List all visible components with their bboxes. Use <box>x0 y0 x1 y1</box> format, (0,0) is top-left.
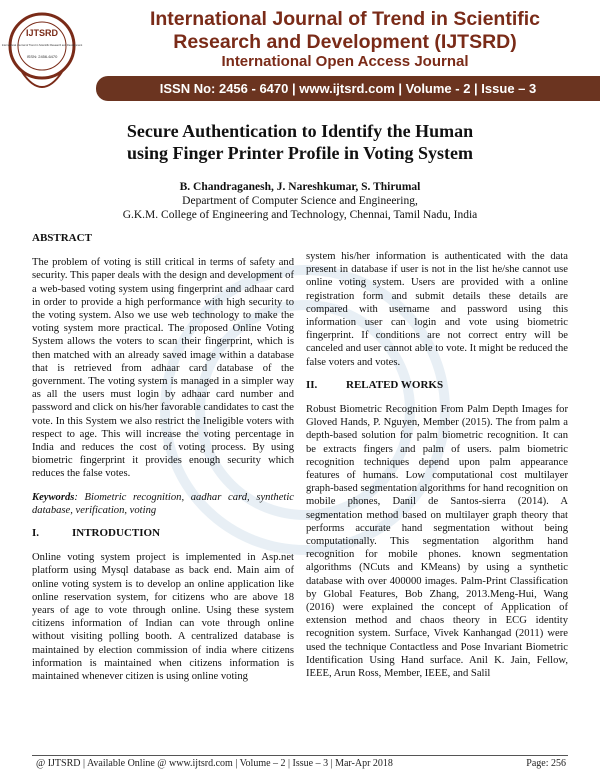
abstract-heading: ABSTRACT <box>32 232 92 244</box>
keywords <box>32 491 294 517</box>
keywords-text: : Biometric recognition, aadhar card, synthetic database, verification, voting <box>32 491 294 516</box>
logo-caption-text: International Journal of Trend in Scientific Research and Development <box>1 44 83 47</box>
related-works-text: Robust Biometric Recognition From Palm Depth Images for Gloved Hands, P. Nguyen, Member (2015). The from palm a depth-based solution for palm biometric recognition. It can be extracts fingers and palm of users. palm biometric recognition techniques depend upon palm appearance features of humans. Low computational cost multilayer graph-based segmentation algorithms for hand recognition on mobile phones, Danil de Santos-sierra (2014). A segmentation method based on multilayer graph theory that performs accurate hand segmentation without being computationally. This segmentation algorithm hand recognition for mobile phones. known segmentation algorithms (NCuts and KMeans) by using a synthetic database with over 400000 images. Palm-Print Classification by Global Features, Bob Zhang, 2013.Meng-Hui, Wang (2016) were explained the concept of Application of extension method and chaos theory in ECG identity recognition system. Surface, Vivek Kanhangad (2011) were used the technique Contactless and Pose Invariant Biometric Identification Using Hand surface. Anil K. Jain, Fellow, IEEE, Arun Ross, Member, IEEE, and Salil <box>306 404 568 680</box>
related-works-heading <box>306 379 568 392</box>
author-names: B. Chandraganesh, J. Nareshkumar, S. Thirumal <box>179 181 421 193</box>
introduction-heading <box>32 527 294 540</box>
introduction-continued-text: system his/her information is authenticated with the data present in database if user is not in the list he/she cannot use online voting system. Users are provided with a online registration form and submit details these details are compared with username and password using this information user can login and vote using biometric fingerprint. If conditions are not correct entry will be canceled and user cannot able to vote. It might be reduced the false voters and votes. <box>306 251 568 368</box>
introduction-text: Online voting system project is implemented in Asp.net platform using Mysql database as back end. Main aim of online voting system is to develop an online application like online reservation system, for citizens who are above 18 years of age to vote through online. Using these system citizens information of Indian can vote through online without visiting polling booth. A centralized database is maintained by election commission of india where citizens information is maintained when citizens information is maintained whenever citizen is using online voting <box>32 552 294 683</box>
paper-title-line2: using Finger Printer Profile in Voting System <box>126 143 473 163</box>
right-column <box>306 250 568 690</box>
author-college: G.K.M. College of Engineering and Technology, Chennai, Tamil Nadu, India <box>122 209 478 221</box>
related-works-title: RELATED WORKS <box>346 378 444 391</box>
author-department: Department of Computer Science and Engineering, <box>182 195 418 207</box>
journal-title-line1: International Journal of Trend in Scientific <box>149 8 541 30</box>
abstract-text: The problem of voting is still critical in terms of safety and security. This paper deals with the design and development of a web-based voting system using fingerprint and adhaar card in order to provide a high performance with high security to the voting system. Also we use web technology to make the voting system more practical. The proposed Online Voting System allows the voters to scan their fingerprint, which is then matched with an already saved image within a database that is retrieved from adhaar card database of the government. The voting system is managed in a simpler way as all the users must login by adhaar card number and password and click on his/her favorable candidates to cast the vote. In this System we also restrict the Ineligible voters with respect to age. This will increase the voting percentage in India and reduces the cost of voting process. By using biometric fingerprint it provides enough security which reduces the false votes. <box>32 257 294 480</box>
footer-divider <box>32 755 568 756</box>
introduction-title: INTRODUCTION <box>72 527 161 540</box>
footer-citation: @ IJTSRD | Available Online @ www.ijtsrd.com | Volume – 2 | Issue – 3 | Mar-Apr 2018 <box>36 758 393 769</box>
page-footer <box>36 758 566 769</box>
author-block <box>40 180 560 222</box>
paper-title-line1: Secure Authentication to Identify the Human <box>126 121 474 141</box>
issn-bar: ISSN No: 2456 - 6470 | www.ijtsrd.com | Volume - 2 | Issue – 3 <box>96 76 600 101</box>
paper-title <box>40 120 560 164</box>
keywords-label: Keywords <box>32 491 75 503</box>
journal-subtitle: International Open Access Journal <box>221 53 469 70</box>
journal-title <box>105 8 585 54</box>
introduction-number: I. <box>32 527 40 540</box>
related-works-number: II. <box>306 378 318 391</box>
logo-issn-text: ISSN: 2456-6470 <box>26 54 58 59</box>
journal-logo-icon <box>1 6 83 102</box>
journal-header <box>0 0 600 108</box>
journal-title-line2: Research and Development (IJTSRD) <box>173 31 517 53</box>
left-column <box>32 232 294 693</box>
logo-name-text: IJTSRD <box>25 28 59 38</box>
footer-page-number: Page: 256 <box>526 758 566 769</box>
